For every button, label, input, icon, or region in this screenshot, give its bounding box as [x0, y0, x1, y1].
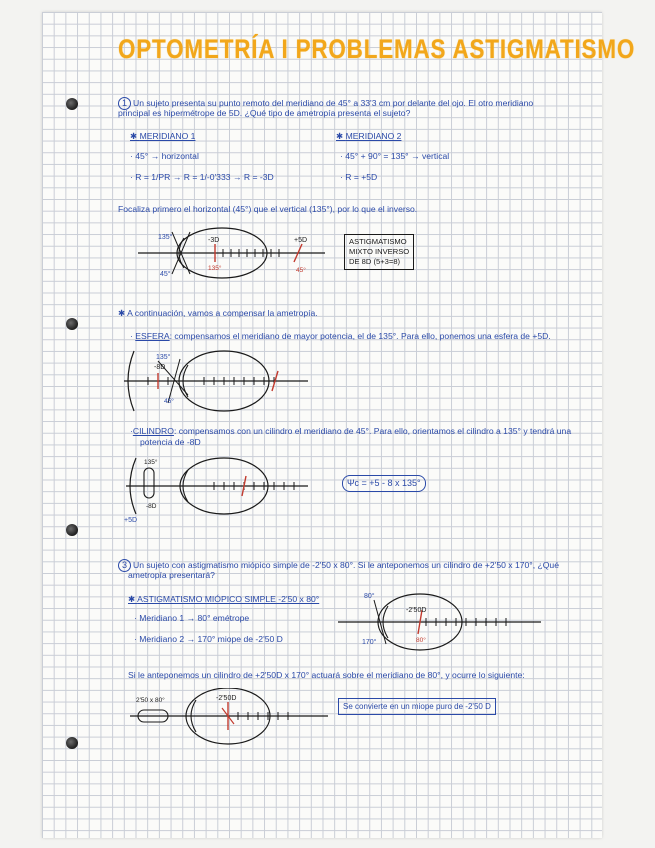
problem-number: 3: [118, 559, 131, 572]
cilindro-text: potencia de -8D: [140, 437, 201, 447]
diagram-label: -8D: [154, 364, 166, 371]
diagram-label: 135°: [208, 265, 222, 272]
diagram-label: -2'50D: [216, 695, 237, 702]
cilindro-label: CILINDRO: [132, 426, 174, 436]
statement-line: principal es hipermétrope de 5D. ¿Qué tipo de ametropía presenta el sujeto?: [118, 108, 411, 118]
eye-diagram-4: [336, 588, 546, 654]
diagram-label: 135°: [158, 234, 173, 241]
problem-number: 1: [118, 97, 131, 110]
meridian-line: · Meridiano 1 → 80° emétrope: [134, 613, 250, 623]
result-box: Se convierte en un miope puro de -2'50 D: [338, 698, 496, 715]
astigmatism-title: ✱ ASTIGMATISMO MIÓPICO SIMPLE -2'50 x 80°: [128, 594, 320, 604]
answer-line: MIXTO INVERSO: [349, 247, 410, 256]
formula-box: Ψc = +5 - 8 x 135°: [342, 475, 426, 492]
diagram-label: 45°: [164, 398, 174, 405]
binder-hole: [66, 98, 78, 110]
answer-line: ASTIGMATISMO: [349, 237, 407, 246]
diagram-label: 170°: [362, 639, 377, 646]
diagram-label: 45°: [160, 271, 171, 278]
esfera-line: · ESFERA: compensamos el meridiano de mayor potencia, el de 135°. Para ello, ponemos una esfera de +5D.: [130, 331, 551, 341]
meridian-2-title: ✱ MERIDIANO 2: [336, 131, 402, 141]
eye-diagram-2: [118, 345, 318, 417]
meridian-2-line: · R = +5D: [340, 172, 378, 182]
diagram-label: 135°: [144, 459, 158, 466]
diagram-label: 2'50 x 80°: [136, 697, 165, 704]
cilindro-line: ·CILINDRO: compensamos con un cilindro el meridiano de 45°. Para ello, orientamos el cilindro a 135° y tendrá una: [130, 426, 572, 436]
eye-diagram-5: [128, 688, 333, 750]
answer-line: DE 8D (5+3=8): [349, 257, 401, 266]
cilindro-text: : compensamos con un cilindro el meridiano de 45°. Para ello, orientamos el cilindro a 135° y tendrá una: [173, 426, 572, 436]
diagram-label: -3D: [208, 237, 220, 244]
diagram-label: -2'50D: [406, 607, 427, 614]
diagram-label: 80°: [416, 637, 426, 644]
diagram-label: +5D: [294, 237, 308, 244]
diagram-label: 80°: [364, 593, 375, 600]
binder-hole: [66, 524, 78, 536]
statement-line: Un sujeto presenta su punto remoto del meridiano de 45° a 33'3 cm por delante del ojo. El otro meridiano: [133, 98, 534, 108]
diagram-label: 135°: [156, 354, 171, 361]
meridian-2-line: · 45° + 90° = 135° → vertical: [340, 151, 450, 161]
esfera-label: ESFERA: [135, 331, 170, 341]
diagram-label: -8D: [146, 503, 157, 510]
binder-hole: [66, 318, 78, 330]
compensation-heading: ✱ A continuación, vamos a compensar la ametropía.: [118, 308, 318, 318]
meridian-line: · Meridiano 2 → 170° miope de -2'50 D: [134, 634, 283, 644]
focal-statement: Focaliza primero el horizontal (45°) que el vertical (135°), por lo que el inverso.: [118, 204, 418, 214]
diagram-label: +5D: [124, 517, 138, 524]
eye-diagram-1: [130, 222, 330, 284]
meridian-1-line: · R = 1/PR → R = 1/-0'333 → R = -3D: [130, 172, 274, 182]
binder-hole: [66, 737, 78, 749]
eye-diagram-3: [118, 450, 318, 524]
diagram-label: 45°: [296, 267, 306, 274]
meridian-1-title: ✱ MERIDIANO 1: [130, 131, 196, 141]
after-statement: Si le anteponemos un cilindro de +2'50D x 170° actuará sobre el meridiano de 80°, y ocurre lo siguiente:: [128, 670, 525, 680]
statement-line: ametropía presentará?: [128, 570, 215, 580]
esfera-text: : compensamos el meridiano de mayor potencia, el de 135°. Para ello, ponemos una esfera de +5D.: [169, 331, 551, 341]
answer-box-1: [344, 234, 414, 270]
page-title: OPTOMETRÍA I PROBLEMAS ASTIGMATISMO: [118, 34, 636, 64]
statement-line: Un sujeto con astigmatismo miópico simple de -2'50 x 80°. Si le anteponemos un cilindro de +2'50 x 170°, ¿Qué: [133, 560, 559, 570]
meridian-1-line: · 45° → horizontal: [130, 151, 199, 161]
